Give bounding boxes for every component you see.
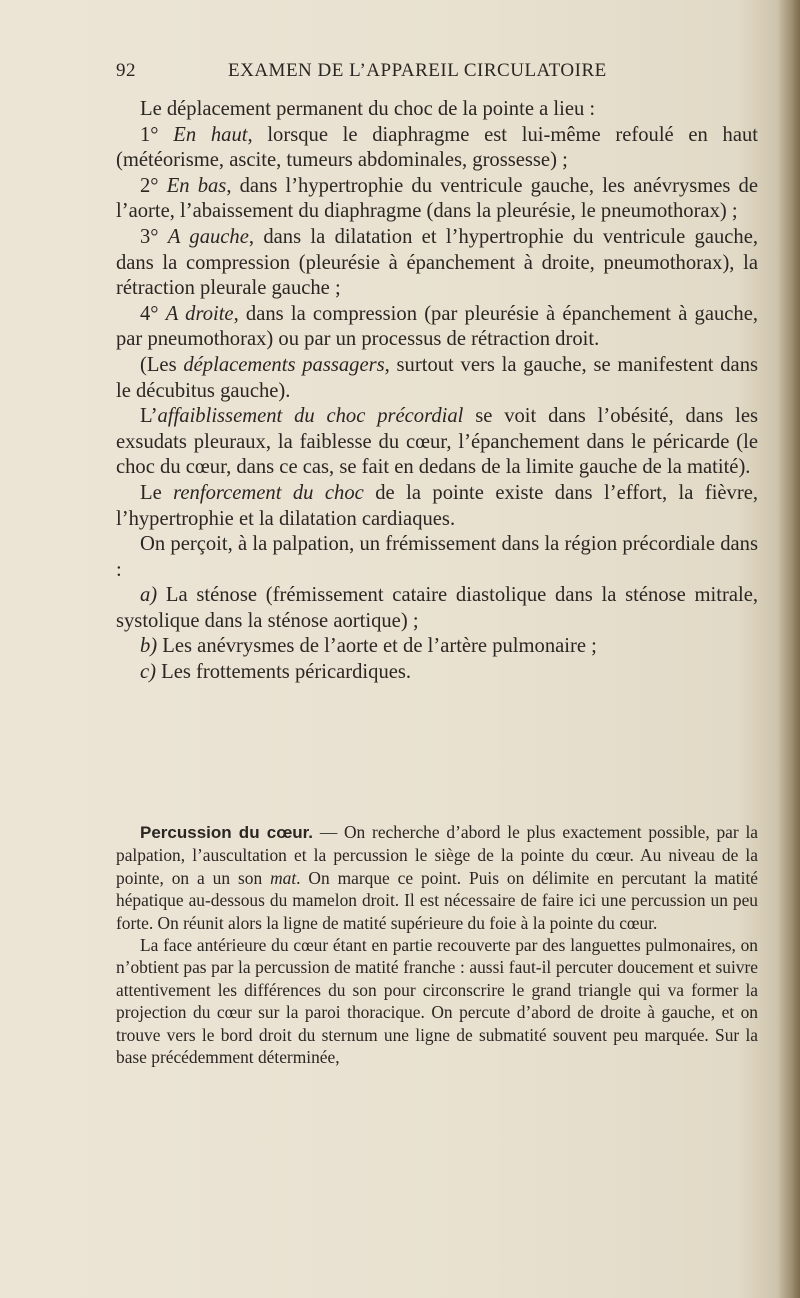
section-heading: Percussion du cœur.: [140, 823, 314, 842]
running-title: EXAMEN DE L’APPAREIL CIRCULATOIRE: [228, 60, 607, 81]
section-percussion: [116, 821, 758, 1068]
paragraph-renforcement: Le renforcement du choc de la pointe existe dans l’effort, la fièvre, l’hypertrophie et la dilatation cardiaques.: [116, 481, 758, 530]
list-item-1: 1° En haut, lorsque le diaphragme est lui-même refoulé en haut (météorisme, ascite, tumeurs abdominales, grossesse) ;: [116, 123, 758, 172]
page-number: 92: [116, 60, 136, 81]
page-edge-shadow: [778, 0, 800, 1298]
list-item-c: c) Les frottements péricardiques.: [140, 661, 412, 684]
item-term: En bas: [166, 174, 227, 197]
item-term: A droite: [165, 302, 234, 325]
paragraph-affaiblissement: L’affaiblissement du choc précordial se voit dans l’obésité, dans les exsudats pleuraux, la faiblesse du cœur, l’épanchement dans le péricarde (le choc du cœur, dans ce cas, se fait en dedans de la limite gauche de la matité).: [116, 405, 758, 479]
intro-paragraph: Le déplacement permanent du choc de la pointe a lieu :: [140, 98, 596, 120]
list-item-2: 2° En bas, dans l’hypertrophie du ventricule gauche, les anévrysmes de l’aorte, l’abaissement du diaphragme (dans la pleurésie, le pneumothorax) ;: [116, 174, 758, 223]
percussion-paragraph-2: La face antérieure du cœur étant en partie recouverte par des languettes pulmonaires, on n’obtient pas par la percussion de matité franche : aussi faut-il percuter doucement et suivre attentivement les différences du son pour circonscrire le grand triangle qui va former la projection du cœur sur la paroi thoracique. On percute d’abord de droite à gauche, et on trouve vers le bord droit du sternum une ligne de submatité souvent peu marquée. Sur la base précédemment déterminée,: [116, 935, 758, 1068]
list-item-b: b) Les anévrysmes de l’aorte et de l’artère pulmonaire ;: [140, 635, 597, 658]
running-header: [116, 60, 756, 84]
paragraph-passagers: (Les déplacements passagers, surtout vers la gauche, se manifestent dans le décubitus gauche).: [116, 353, 758, 402]
percussion-paragraph-1: Percussion du cœur. — On recherche d’abord le plus exactement possible, par la palpation, l’auscultation et la percussion le siège de la pointe du cœur. Au niveau de la pointe, on a un son mat. On marque ce point. Puis on délimite en percutant la matité hépatique au-dessous du mamelon droit. Il est nécessaire de faire ici une percussion un peu forte. On réunit alors la ligne de matité supérieure du foie à la pointe du cœur.: [116, 822, 758, 933]
paragraph-fremissement: On perçoit, à la palpation, un frémissement dans la région précordiale dans :: [116, 533, 758, 581]
list-item-4: 4° A droite, dans la compression (par pleurésie à épanchement à gauche, par pneumothorax) ou par un processus de rétraction droit.: [116, 302, 758, 351]
item-term: En haut: [173, 123, 248, 146]
item-term: A gauche: [167, 225, 249, 248]
list-item-3: 3° A gauche, dans la dilatation et l’hypertrophie du ventricule gauche, dans la compression (pleurésie à épanchement à droite, pneumothorax), la rétraction pleurale gauche ;: [116, 225, 759, 300]
list-item-a: a) La sténose (frémissement cataire diastolique dans la sténose mitrale, systolique dans la sténose aortique) ;: [116, 584, 758, 632]
section-displacement: [116, 97, 758, 686]
